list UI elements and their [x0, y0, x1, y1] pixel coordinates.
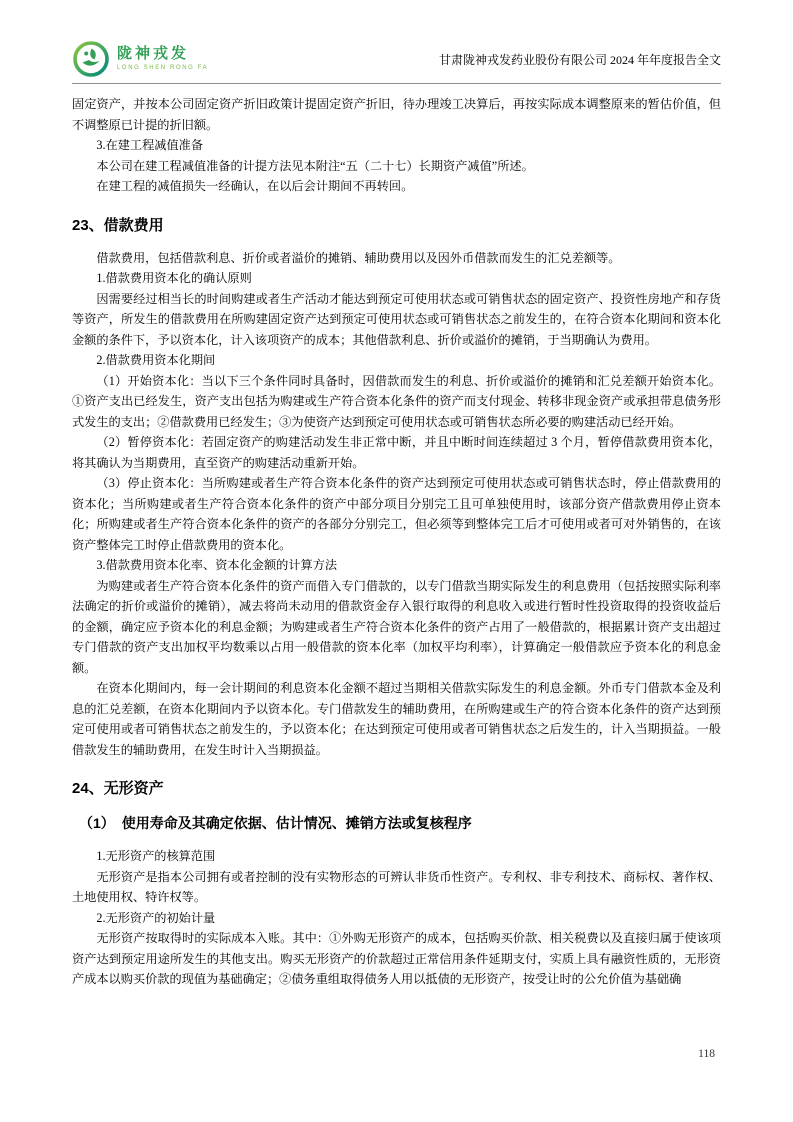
paragraph: 在资本化期间内，每一会计期间的利息资本化金额不超过当期相关借款实际发生的利息金额。外币专门借款本金及利息的汇兑差额，在资本化期间内予以资本化。专门借款发生的辅助费用，在所购建或生产的符合资本化条件的资产达到预定可使用或者可销售状态之前发生的，予以资本化；在达到预定可使用或者可销售状态之后发生的，计入当期损益。一般借款发生的辅助费用，在发生时计入当期损益。 — [72, 681, 721, 757]
paragraph: 本公司在建工程减值准备的计提方法见本附注“五（二十七）长期资产减值”所述。 — [96, 158, 534, 173]
logo-brand-name: 陇神戎发 — [117, 45, 190, 63]
company-logo — [72, 40, 208, 78]
paragraph: 无形资产是指本公司拥有或者控制的没有实物形态的可辨认非货币性资产。专利权、非专利技术、商标权、著作权、土地使用权、特许权等。 — [72, 869, 721, 904]
paragraph: 借款费用，包括借款利息、折价或者溢价的摊销、辅助费用以及因外币借款而发生的汇兑差额等。 — [96, 250, 621, 265]
paragraph: 无形资产按取得时的实际成本入账。其中：①外购无形资产的成本，包括购买价款、相关税费以及直接归属于使该项资产达到预定用途所发生的其他支出。购买无形资产的价款超过正常信用条件延期支付，实质上具有融资性质的，无形资产成本以购买价款的现值为基础确定；②债务重组取得债务人用以抵债的无形资产，按受让时的公允价值为基础确 — [72, 931, 721, 986]
paragraph: 为购建或者生产符合资本化条件的资产而借入专门借款的，以专门借款当期实际发生的利息费用（包括按照实际利率法确定的折价或溢价的摊销），减去将尚未动用的借款资金存入银行取得的利息收入或进行暂时性投资取得的投资收益后的金额，确定应予资本化的利息金额；为购建或者生产符合资本化条件的资产占用了一般借款的，根据累计资产支出超过专门借款的资产支出加权平均数乘以占用一般借款的资本化率（加权平均利率），计算确定一般借款应予资本化的利息金额。 — [72, 578, 721, 675]
header-divider — [72, 83, 721, 84]
paragraph: 3.在建工程减值准备 — [96, 138, 204, 152]
report-title: 甘肃陇神戎发药业股份有限公司 2024 年年度报告全文 — [438, 52, 721, 67]
logo-text — [117, 46, 208, 71]
page-number: 118 — [698, 1048, 715, 1060]
page-header — [72, 36, 721, 82]
paragraph: 2.借款费用资本化期间 — [96, 353, 216, 367]
paragraph: 在建工程的减值损失一经确认，在以后会计期间不再转回。 — [96, 179, 414, 193]
paragraph: （2）暂停资本化：若固定资产的购建活动发生非正常中断，并且中断时间连续超过 3 个月，暂停借款费用资本化，将其确认为当期费用，直至资产的购建活动重新开始。 — [72, 435, 721, 470]
document-body — [72, 94, 721, 990]
paragraph: 固定资产，并按本公司固定资产折旧政策计提固定资产折旧，待办理竣工决算后，再按实际成本调整原来的暂估价值，但不调整原已计提的折旧额。 — [72, 97, 721, 132]
paragraph: 1.借款费用资本化的确认原则 — [96, 271, 252, 285]
paragraph: （1）开始资本化：当以下三个条件同时具备时，因借款而发生的利息、折价或溢价的摊销和汇兑差额开始资本化。①资产支出已经发生，资产支出包括为购建或生产符合资本化条件的资产而支付现金、转移非现金资产或承担带息债务形式发生的支出；②借款费用已经发生；③为使资产达到预定可使用状态或可销售状态所必要的购建活动已经开始。 — [72, 373, 721, 429]
paragraph: 3.借款费用资本化率、资本化金额的计算方法 — [96, 558, 338, 572]
subsection-heading: （1） 使用寿命及其确定依据、估计情况、摊销方法或复核程序 — [79, 815, 472, 831]
logo-icon — [72, 40, 110, 78]
logo-brand-subtitle: LONG SHEN RONG FA — [117, 64, 209, 71]
section-heading: 23、借款费用 — [72, 216, 164, 234]
paragraph: 因需要经过相当长的时间购建或者生产活动才能达到预定可使用状态或可销售状态的固定资产、投资性房地产和存货等资产，所发生的借款费用在所购建固定资产达到预定可使用状态或可销售状态之前发生的，在符合资本化期间和资本化金额的条件下，予以资本化，计入该项资产的成本；其他借款利息、折价或溢价的摊销，于当期确认为费用。 — [72, 291, 721, 347]
paragraph: 2.无形资产的初始计量 — [96, 910, 216, 925]
page-footer — [698, 1044, 715, 1062]
paragraph: 1.无形资产的核算范围 — [96, 849, 216, 863]
paragraph: （3）停止资本化：当所购建或者生产符合资本化条件的资产达到预定可使用状态或可销售状态时，停止借款费用的资本化；当所购建或者生产符合资本化条件的资产中部分项目分别完工且可单独使用时，该部分资产借款费用停止资本化；所购建或者生产符合资本化条件的资产的各部分分别完工，但必须等到整体完工后才可使用或者可对外销售的，在该资产整体完工时停止借款费用的资本化。 — [72, 476, 721, 552]
section-heading: 24、无形资产 — [72, 780, 164, 797]
